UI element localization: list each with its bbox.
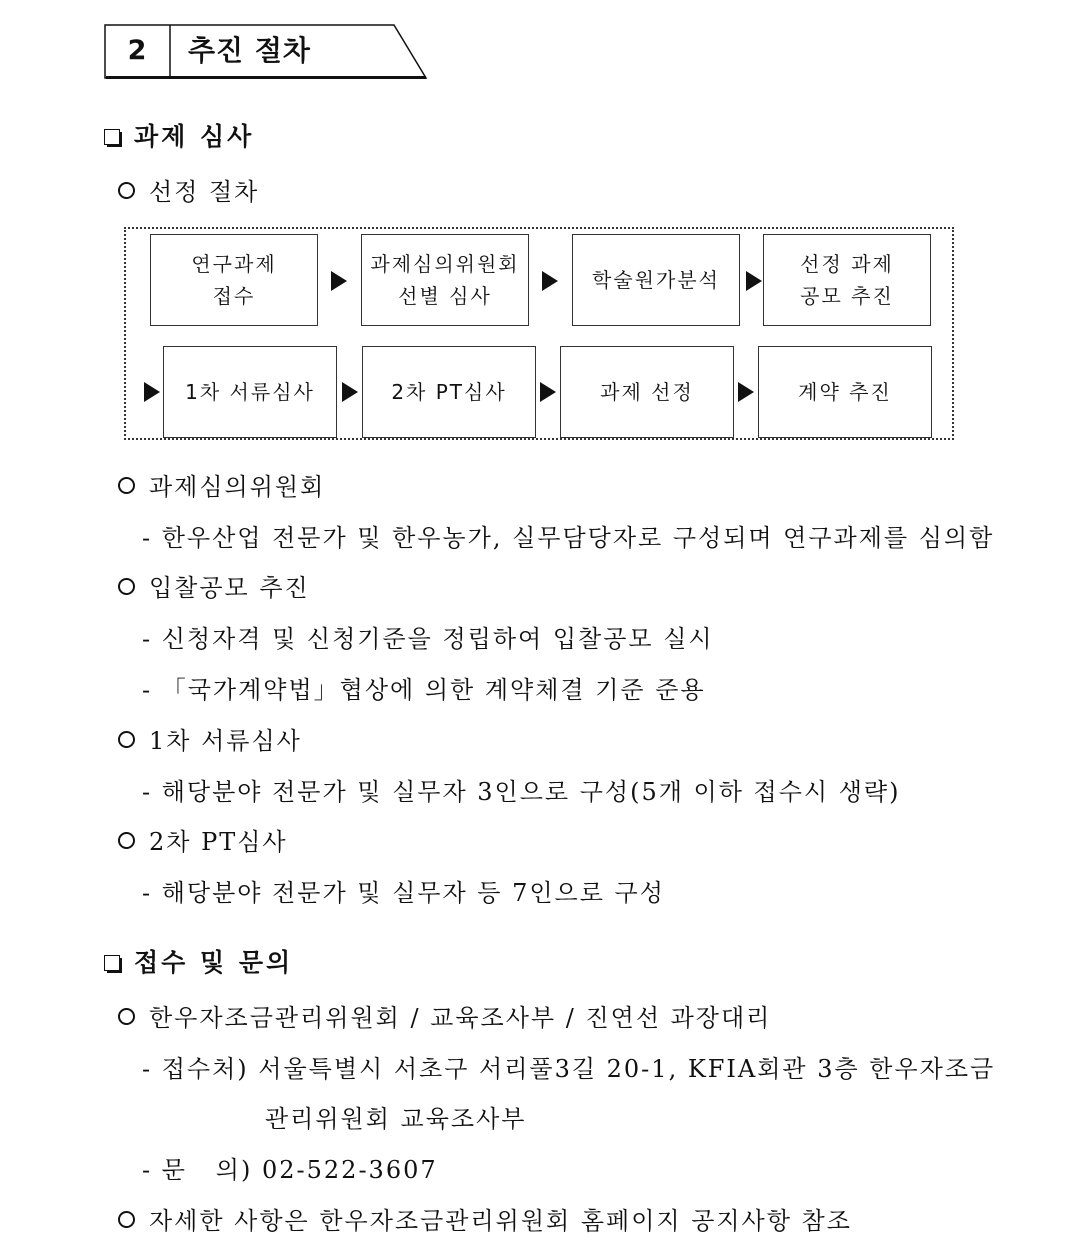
item-pt-review: 2차 PT심사 [118,822,288,857]
flow-step: 1차 서류심사 [163,346,337,438]
flow-step: 선정 과제 공모 추진 [763,234,931,326]
circle-bullet-icon [118,1211,135,1228]
item-committee: 과제심의위원회 [118,467,325,502]
detail-line: - 신청자격 및 신청기준을 정립하여 입찰공모 실시 [142,625,714,653]
flow-step: 연구과제 접수 [150,234,318,326]
flow-step: 계약 추진 [758,346,932,438]
item-document-review: 1차 서류심사 [118,721,302,756]
square-bullet-icon [104,955,122,973]
contact-address-cont: 관리위원회 교육조사부 [265,1105,527,1133]
arrow-right-icon [144,382,160,402]
square-bullet-icon [104,129,122,147]
circle-bullet-icon [118,832,135,849]
arrow-right-icon [540,382,556,402]
detail-line: - 한우산업 전문가 및 한우농가, 실무담당자로 구성되며 연구과제를 심의함 [142,524,995,552]
flow-step: 학술원가분석 [572,234,740,326]
circle-bullet-icon [118,182,135,199]
detail-line: - 해당분야 전문가 및 실무자 등 7인으로 구성 [142,879,665,907]
arrow-right-icon [331,271,347,291]
arrow-right-icon [542,271,558,291]
detail-line: - 해당분야 전문가 및 실무자 3인으로 구성(5개 이하 접수시 생략) [142,778,901,806]
arrow-right-icon [738,382,754,402]
section-number: 2 [127,35,147,66]
contact-phone: - 문 의) 02-522-3607 [142,1156,438,1184]
circle-bullet-icon [118,578,135,595]
heading-contact: 접수 및 문의 [104,943,293,979]
item-selection-label: 선정 절차 [149,178,260,206]
heading-review-text: 과제 심사 [134,122,255,151]
flow-step: 과제 선정 [560,346,734,438]
section-header [104,24,428,80]
circle-bullet-icon [118,477,135,494]
contact-org: 한우자조금관리위원회 / 교육조사부 / 진연선 과장대리 [118,998,771,1033]
circle-bullet-icon [118,1008,135,1025]
detail-line: - 「국가계약법」협상에 의한 계약체결 기준 준용 [142,676,706,704]
flow-step: 과제심의위원회 선별 심사 [361,234,529,326]
arrow-right-icon [342,382,358,402]
heading-review [104,117,254,153]
selection-flow-diagram [124,227,954,440]
item-bidding: 입찰공모 추진 [118,568,310,603]
contact-note: 자세한 사항은 한우자조금관리위원회 홈페이지 공지사항 참조 [118,1201,852,1236]
flow-step: 2차 PT심사 [362,346,536,438]
section-title: 추진 절차 [188,34,311,67]
circle-bullet-icon [118,731,135,748]
arrow-right-icon [746,271,762,291]
contact-address: - 접수처) 서울특별시 서초구 서리풀3길 20-1, KFIA회관 3층 한우자조금 [142,1055,996,1083]
item-selection [118,172,259,207]
